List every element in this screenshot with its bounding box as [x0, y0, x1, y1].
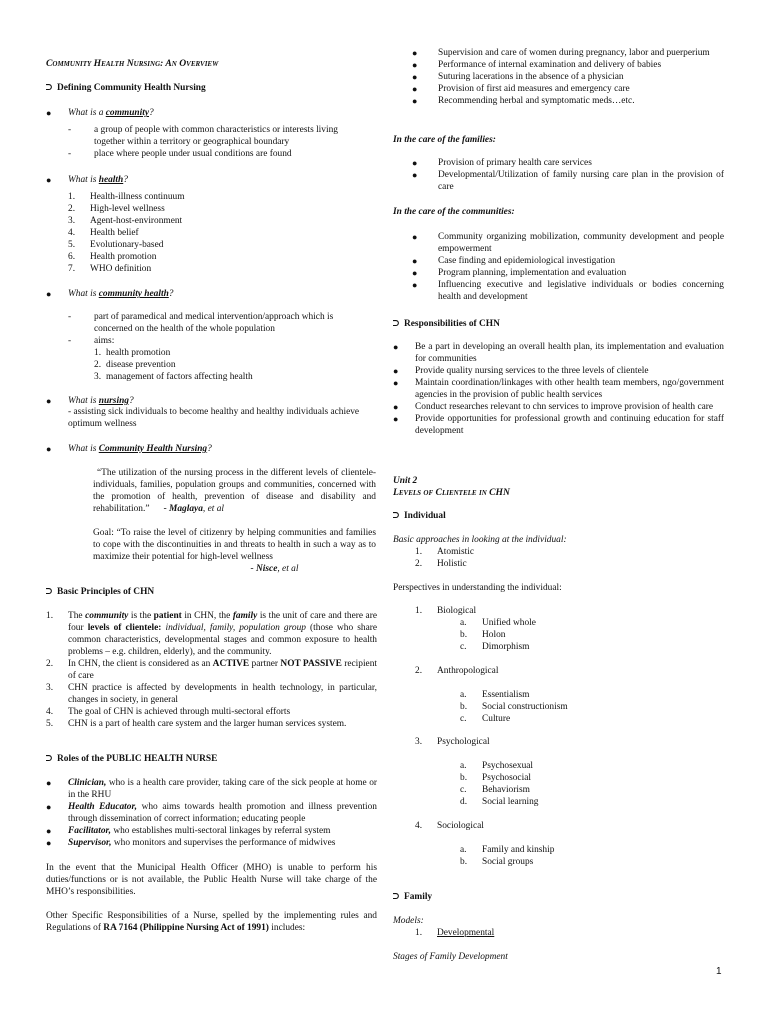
- list-item: 1. health promotion: [94, 348, 171, 358]
- list-item: b. Holon: [460, 630, 506, 640]
- list-item: 1. Atomistic: [415, 547, 474, 557]
- list-item: c. Behaviorism: [460, 785, 530, 795]
- list-item: ● Maintain coordination/linkages with other health team members, ngo/government agencies in the provision of public health services: [393, 378, 724, 400]
- list-item: c. Dimorphism: [460, 642, 530, 652]
- bullet-icon: ●: [46, 396, 52, 406]
- list-item: c. Culture: [460, 714, 511, 724]
- section-heading-individual: ⊃ Individual: [392, 511, 446, 521]
- question-community: What is a community?: [68, 108, 154, 118]
- page-number: 1: [716, 966, 722, 977]
- section-marker-icon: ⊃: [392, 892, 400, 902]
- chn-quote: [93, 467, 376, 575]
- list-item: ● Provision of primary health care services: [412, 158, 592, 168]
- question-nursing: What is nursing?: [68, 396, 134, 406]
- question-community-health: What is community health?: [68, 289, 174, 299]
- list-item: 2. Holistic: [415, 559, 467, 569]
- section-heading-family: ⊃ Family: [392, 892, 433, 902]
- list-item: 1. Biological: [415, 606, 477, 616]
- quote-nisce: Goal: “To raise the level of citizenry by helping communities and families to cope with the discontinuities in and threats to health in such a way as to maximize their potential for high-level wellness: [93, 528, 376, 562]
- list-item: - aims:: [68, 336, 115, 346]
- quote-nisce-author: - Nisce, et al: [250, 564, 299, 574]
- section-marker-icon: ⊃: [45, 587, 53, 597]
- section-marker-icon: ⊃: [45, 754, 53, 764]
- list-item: 1. The community is the patient in CHN, the family is the unit of care and there are four levels of clientele: individual, family, population group (those who share common characteristics, developmental stages and common exposure to health problems – e.g. children, elderly), and the community.: [46, 611, 378, 657]
- other-responsibilities-paragraph: Other Specific Responsibilities of a Nurse, spelled by the implementing rules and Regulations of RA 7164 (Philippine Nursing Act of 1991) includes:: [46, 911, 377, 933]
- question-health: What is health?: [68, 175, 128, 185]
- list-item: d. Social learning: [460, 797, 539, 807]
- list-item: ● Provide opportunities for professional growth and continuing education for staff development: [393, 414, 724, 436]
- list-item: ● Facilitator, who establishes multi-sectoral linkages by referral system: [46, 826, 331, 836]
- quote-maglaya: “The utilization of the nursing process in the different levels of clientele-individuals, families, population groups and communities, concerned with the promotion of health, prevention of disease and disability and rehabilitation.” - Maglaya, et al: [93, 468, 376, 514]
- list-item: ● Developmental/Utilization of family nursing care plan in the provision of care: [412, 170, 724, 192]
- models-list: [415, 927, 494, 939]
- section-heading-responsibilities: ⊃ Responsibilities of CHN: [392, 319, 500, 329]
- unit-title: Levels of Clientele in CHN: [393, 487, 510, 498]
- bullet-icon: ●: [46, 444, 52, 454]
- bullet-icon: ●: [46, 175, 52, 185]
- list-item: 3. management of factors affecting health: [94, 372, 253, 382]
- roles-list: [46, 777, 377, 849]
- list-item: b. Social constructionism: [460, 702, 568, 712]
- list-item: ● Performance of internal examination and delivery of babies: [412, 60, 662, 70]
- list-item: ● Conduct researches relevant to chn services to improve provision of health care: [393, 402, 714, 412]
- nursing-definition: - assisting sick individuals to become healthy and healthy individuals achieve optimum wellness: [68, 407, 360, 429]
- families-heading: In the care of the families:: [393, 135, 496, 145]
- chn-responsibilities-list: [393, 341, 724, 437]
- list-item: ● Program planning, implementation and evaluation: [412, 268, 627, 278]
- communities-heading: In the care of the communities:: [393, 207, 515, 217]
- sub-list: [415, 689, 568, 725]
- list-item: ● Recommending herbal and symptomatic meds…etc.: [412, 96, 635, 106]
- list-item: ● Health Educator, who aims towards health promotion and illness prevention through dissemination of correct information; educating people: [46, 802, 377, 824]
- list-item: a. Psychosexual: [460, 761, 534, 771]
- community-health-definition: [68, 311, 358, 383]
- sub-list: [415, 760, 539, 808]
- list-item: 2. In CHN, the client is considered as an ACTIVE partner NOT PASSIVE recipient of care: [46, 659, 378, 681]
- question-chn: What is Community Health Nursing?: [68, 444, 212, 454]
- section-marker-icon: ⊃: [392, 319, 400, 329]
- basic-approaches-label: Basic approaches in looking at the individual:: [393, 535, 567, 545]
- communities-list: [393, 231, 724, 303]
- stages-label: Stages of Family Development: [393, 952, 508, 962]
- community-definitions: [68, 124, 368, 160]
- section-marker-icon: ⊃: [392, 511, 400, 521]
- perspectives-label: Perspectives in understanding the individual:: [393, 583, 562, 593]
- list-item: 2. disease prevention: [94, 360, 176, 370]
- nurse-responsibilities-list: [393, 47, 724, 107]
- list-item: ● Case finding and epidemiological investigation: [412, 256, 616, 266]
- principles-list: [46, 610, 377, 730]
- list-item: ● Community organizing mobilization, community development and people empowerment: [412, 232, 724, 254]
- list-item: 2. High-level wellness: [68, 204, 165, 214]
- section-heading-roles: ⊃ Roles of the PUBLIC HEALTH NURSE: [45, 754, 218, 764]
- perspective-biological: [415, 605, 536, 653]
- list-item: ● Supervisor, who monitors and supervises the performance of midwives: [46, 838, 336, 848]
- perspective-psychological: [415, 736, 539, 808]
- list-item: a. Family and kinship: [460, 845, 555, 855]
- list-item: ● Clinician, who is a health care provider, taking care of the sick people at home or in the RHU: [46, 778, 377, 800]
- list-item: 6. Health promotion: [68, 252, 157, 262]
- list-item: ● Supervision and care of women during pregnancy, labor and puerperium: [412, 48, 710, 58]
- list-item: a. Essentialism: [460, 690, 530, 700]
- list-item: ● Be a part in developing an overall health plan, its implementation and evaluation for communities: [393, 342, 724, 364]
- list-item: 4. The goal of CHN is achieved through multi-sectoral efforts: [46, 707, 291, 717]
- section-heading-principles: ⊃ Basic Principles of CHN: [45, 587, 155, 597]
- list-item: b. Social groups: [460, 857, 534, 867]
- list-item: 5. CHN is a part of health care system and the larger human services system.: [46, 719, 347, 729]
- list-item: 1. Health-illness continuum: [68, 192, 185, 202]
- perspective-anthropological: [415, 665, 568, 725]
- list-item: ● Provision of first aid measures and emergency care: [412, 84, 630, 94]
- list-item: 7. WHO definition: [68, 264, 152, 274]
- list-item: b. Psychosocial: [460, 773, 531, 783]
- list-item: 3. CHN practice is affected by developments in health technology, in particular, changes in society, in general: [46, 683, 377, 705]
- bullet-icon: ●: [46, 108, 52, 118]
- list-item: 5. Evolutionary-based: [68, 240, 164, 250]
- list-item: 2. Anthropological: [415, 666, 499, 676]
- perspective-sociological: [415, 820, 554, 868]
- list-item: 3. Agent-host-environment: [68, 216, 183, 226]
- list-item: 4. Health belief: [68, 228, 139, 238]
- list-item: a. Unified whole: [460, 618, 536, 628]
- models-label: Models:: [393, 916, 424, 926]
- list-item: 1. Developmental: [415, 928, 495, 938]
- mho-paragraph: In the event that the Municipal Health Officer (MHO) is unable to perform his duties/functions or is not available, the Public Health Nurse will take charge of the MHO’s responsibilities.: [46, 863, 377, 897]
- aims-list: [68, 347, 358, 383]
- list-item: - place where people under usual conditions are found: [68, 149, 292, 159]
- list-item: - a group of people with common characteristics or interests living together within a territory or geographical boundary: [68, 125, 338, 147]
- sub-list: [415, 617, 536, 653]
- section-heading-defining: ⊃ Defining Community Health Nursing: [45, 83, 206, 93]
- families-list: [393, 157, 724, 193]
- section-marker-icon: ⊃: [45, 83, 53, 93]
- list-item: 4. Sociological: [415, 821, 484, 831]
- bullet-icon: ●: [46, 289, 52, 299]
- list-item: - part of paramedical and medical intervention/approach which is concerned on the health of the whole population: [68, 312, 334, 334]
- approaches-list: [415, 546, 474, 570]
- sub-list: [415, 844, 554, 868]
- list-item: ● Influencing executive and legislative individuals or bodies concerning health and development: [412, 280, 724, 302]
- health-list: [68, 191, 185, 275]
- list-item: ● Provide quality nursing services to the three levels of clientele: [393, 366, 649, 376]
- list-item: 3. Psychological: [415, 737, 490, 747]
- unit-label: Unit 2: [393, 476, 418, 486]
- document-title: Community Health Nursing: An Overview: [46, 58, 219, 69]
- list-item: ● Suturing lacerations in the absence of a physician: [412, 72, 624, 82]
